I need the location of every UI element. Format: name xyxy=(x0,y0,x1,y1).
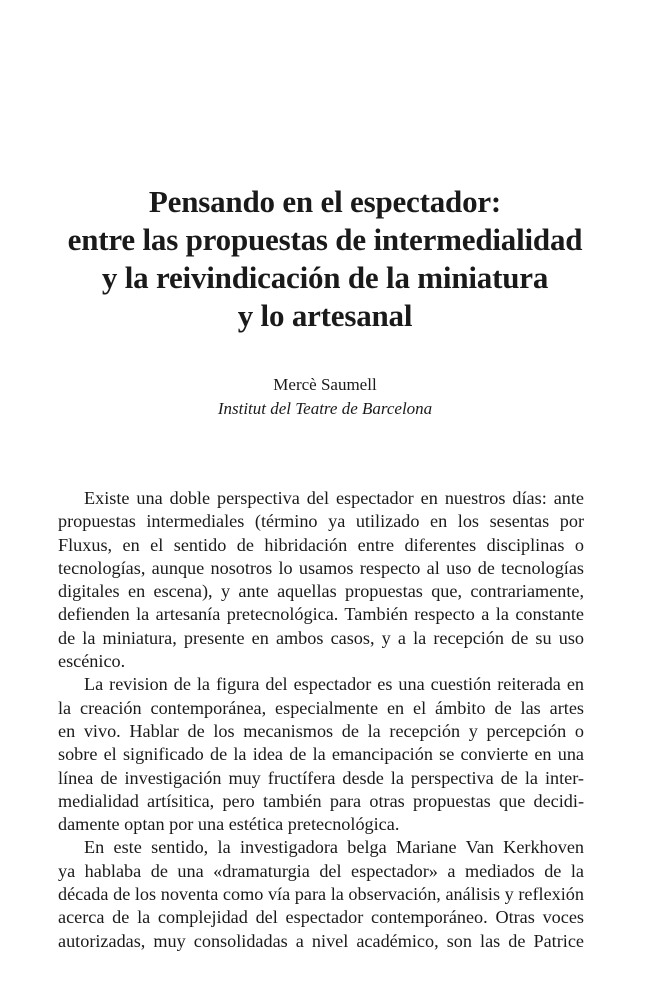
paragraph xyxy=(58,673,584,836)
text-line: damente optan por una estética pretecnológica. xyxy=(58,814,400,835)
text-line: defienden la artesanía pretecnológica. También respecto a la constante xyxy=(58,604,584,625)
author-block xyxy=(40,373,610,421)
text-line: Existe una doble perspectiva del espectador en nuestros días: ante xyxy=(84,488,584,508)
text-line: Fluxus, en el sentido de hibridación entre diferentes disciplinas o xyxy=(58,534,584,555)
title-line: entre las propuestas de intermedialidad xyxy=(67,222,583,257)
text-line: acerca de la complejidad del espectador contemporáneo. Otras voces xyxy=(58,907,584,928)
text-line: La revision de la figura del espectador es una cuestión reiterada en xyxy=(84,674,584,695)
text-line: la creación contemporánea, especialmente en el ámbito de las artes xyxy=(58,697,584,718)
article-body xyxy=(58,487,584,953)
title-line: y lo artesanal xyxy=(237,298,413,333)
text-line: en vivo. Hablar de los mecanismos de la recepción y percepción o xyxy=(58,720,584,741)
text-line: sobre el significado de la idea de la emancipación se convierte en una xyxy=(58,744,584,765)
text-line: década de los noventa como vía para la observación, análisis y reflexión xyxy=(58,884,584,905)
paragraph xyxy=(58,487,584,673)
title-line: y la reivindicación de la miniatura xyxy=(101,260,549,295)
text-line: propuestas intermediales (término ya utilizado en los sesentas por xyxy=(58,511,584,532)
text-line: autorizadas, muy consolidadas a nivel académico, son las de Patrice xyxy=(58,930,584,951)
article-title xyxy=(40,183,610,335)
author-name: Mercè Saumell xyxy=(273,375,377,394)
text-line: En este sentido, la investigadora belga Mariane Van Kerkhoven xyxy=(84,837,584,858)
title-line: Pensando en el espectador: xyxy=(148,184,502,219)
text-line: línea de investigación muy fructífera desde la perspectiva de la inter- xyxy=(58,767,584,788)
text-line: ya hablaba de una «dramaturgia del espectador» a mediados de la xyxy=(58,860,584,881)
text-line: digitales en escena), y ante aquellas propuestas que, contrariamente, xyxy=(58,581,584,602)
text-line: de la miniatura, presente en ambos casos, y a la recepción de su uso xyxy=(58,627,584,648)
text-line: medialidad artísitica, pero también para otras propuestas que decidi- xyxy=(58,790,584,811)
paragraph xyxy=(58,836,584,952)
text-line: tecnologías, aunque nosotros lo usamos respecto al uso de tecnologías xyxy=(58,557,584,578)
author-affiliation: Institut del Teatre de Barcelona xyxy=(217,399,433,418)
text-line: escénico. xyxy=(58,651,126,672)
